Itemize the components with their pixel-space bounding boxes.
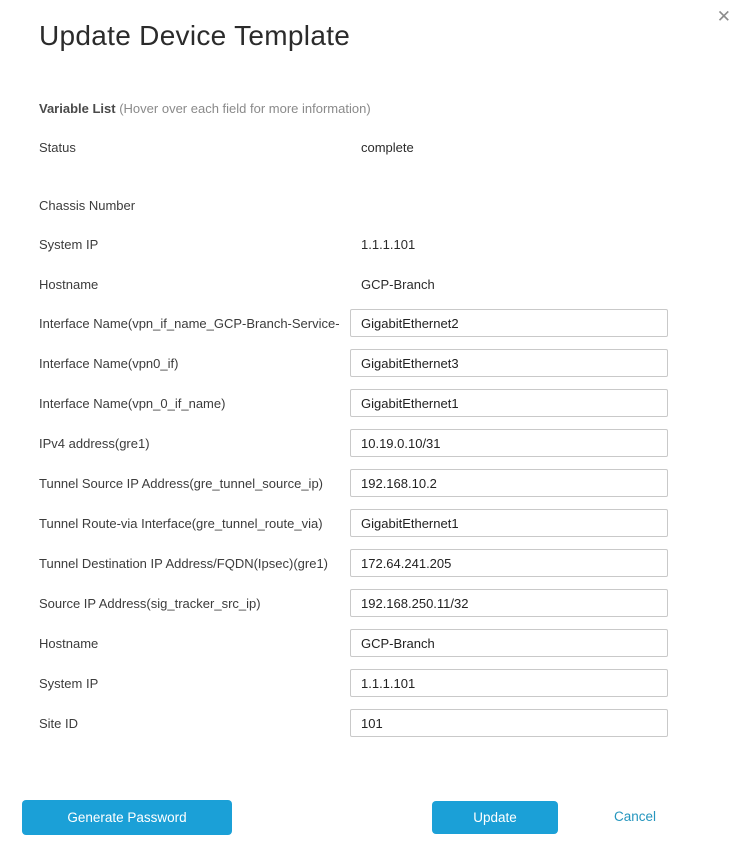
row-ipv4-address-gre1 xyxy=(39,429,668,457)
row-system-ip-static xyxy=(39,236,668,252)
interface-name-vpn0-if-input[interactable] xyxy=(350,349,668,377)
row-source-ip-address xyxy=(39,589,668,617)
row-tunnel-source-ip xyxy=(39,469,668,497)
tunnel-source-ip-input[interactable] xyxy=(350,469,668,497)
field-label: Chassis Number xyxy=(39,197,136,213)
field-label: Site ID xyxy=(39,715,79,731)
field-value: 1.1.1.101 xyxy=(361,236,416,252)
row-tunnel-route-via-interface xyxy=(39,509,668,537)
row-tunnel-destination-ip xyxy=(39,549,668,577)
variable-list-heading xyxy=(39,101,668,116)
field-label: Interface Name(vpn_if_name_GCP-Branch-Service- xyxy=(39,315,340,331)
field-label: System IP xyxy=(39,236,99,252)
field-label: Interface Name(vpn_0_if_name) xyxy=(39,395,226,411)
field-label: Tunnel Destination IP Address/FQDN(Ipsec)(gre1) xyxy=(39,555,329,571)
row-chassis-number xyxy=(39,197,668,213)
field-label: Tunnel Route-via Interface(gre_tunnel_route_via) xyxy=(39,515,323,531)
field-label: Interface Name(vpn0_if) xyxy=(39,355,179,371)
field-label: Hostname xyxy=(39,635,99,651)
row-hostname xyxy=(39,629,668,657)
system-ip-input[interactable] xyxy=(350,669,668,697)
row-site-id xyxy=(39,709,668,737)
row-status xyxy=(39,139,668,155)
dialog-footer xyxy=(0,800,752,836)
close-icon[interactable]: ✕ xyxy=(713,4,735,29)
dialog-content xyxy=(39,101,668,749)
field-value: GCP-Branch xyxy=(361,276,435,292)
row-interface-name-vpn0-if xyxy=(39,349,668,377)
ipv4-address-gre1-input[interactable] xyxy=(350,429,668,457)
cancel-button[interactable]: Cancel xyxy=(614,809,657,824)
field-label: Hostname xyxy=(39,276,99,292)
generate-password-button[interactable]: Generate Password xyxy=(22,800,232,835)
interface-name-vpn-0-if-name-input[interactable] xyxy=(350,389,668,417)
field-label: System IP xyxy=(39,675,99,691)
row-interface-name-service-vpn xyxy=(39,309,668,337)
variable-list-hint: (Hover over each field for more information) xyxy=(119,101,371,116)
field-value: complete xyxy=(361,139,414,155)
hostname-input[interactable] xyxy=(350,629,668,657)
field-label: Status xyxy=(39,139,76,155)
field-label: IPv4 address(gre1) xyxy=(39,435,150,451)
row-interface-name-vpn-0-if-name xyxy=(39,389,668,417)
tunnel-destination-ip-input[interactable] xyxy=(350,549,668,577)
variable-rows xyxy=(39,139,668,737)
site-id-input[interactable] xyxy=(350,709,668,737)
row-system-ip xyxy=(39,669,668,697)
row-hostname-static xyxy=(39,276,668,292)
update-button[interactable]: Update xyxy=(432,801,558,834)
page-title: Update Device Template xyxy=(39,20,351,51)
variable-list-label: Variable List xyxy=(39,101,116,116)
field-label: Source IP Address(sig_tracker_src_ip) xyxy=(39,595,261,611)
tunnel-route-via-interface-input[interactable] xyxy=(350,509,668,537)
source-ip-address-input[interactable] xyxy=(350,589,668,617)
field-label: Tunnel Source IP Address(gre_tunnel_source_ip) xyxy=(39,475,324,491)
interface-name-service-vpn-input[interactable] xyxy=(350,309,668,337)
